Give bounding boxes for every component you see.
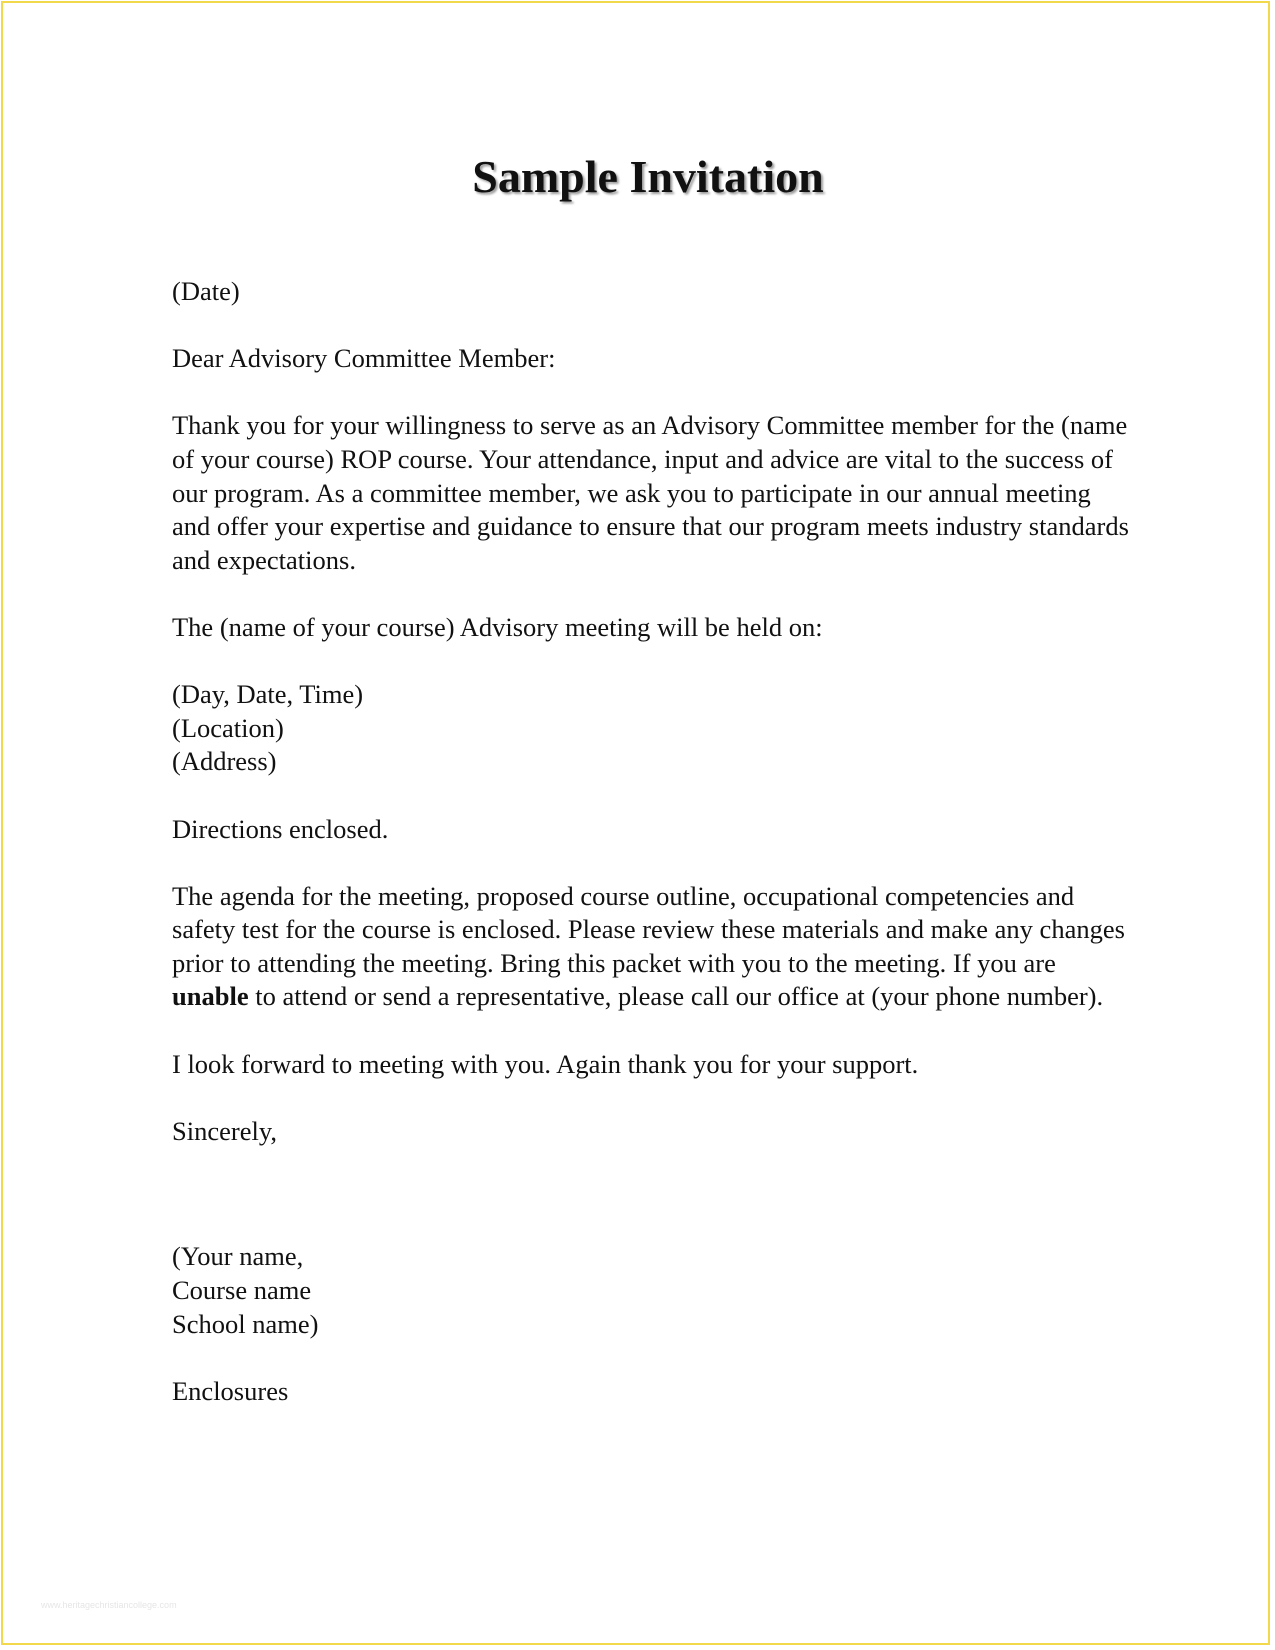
signature-name: (Your name, — [172, 1241, 304, 1272]
salutation: Dear Advisory Committee Member: — [172, 343, 556, 374]
paragraph-intro: Thank you for your willingness to serve as an Advisory Committee member for the (name of your course) ROP course. Your attendance, input and advice are vital to the success of our program. As a committee member, we ask you to participate in our annual meeting and offer your expertise and guidance to ensure that our program meets industry standards and expectations. — [172, 410, 1129, 575]
watermark: www.heritagechristiancollege.com — [41, 1600, 177, 1610]
date-line: (Date) — [172, 276, 240, 306]
meeting-day-date-time: (Day, Date, Time) — [172, 679, 364, 710]
meeting-details — [172, 678, 1132, 779]
letter-body — [172, 275, 1132, 1408]
paragraph-agenda-bold-word: unable — [172, 981, 249, 1012]
meeting-address: (Address) — [172, 746, 277, 777]
paragraph-agenda — [172, 880, 1132, 1014]
meeting-location: (Location) — [172, 712, 284, 743]
paragraph-meeting-intro: The (name of your course) Advisory meeting will be held on: — [172, 611, 823, 642]
directions-line: Directions enclosed. — [172, 813, 389, 844]
paragraph-agenda-part-2: to attend or send a representative, please call our office at (your phone number). — [248, 981, 1104, 1012]
signature-space — [172, 1148, 1132, 1240]
signature-block — [172, 1240, 1132, 1341]
signature-school: School name) — [172, 1308, 319, 1339]
closing-line: I look forward to meeting with you. Again thank you for your support. — [172, 1048, 919, 1079]
page — [1, 1, 1270, 1645]
sign-off: Sincerely, — [172, 1115, 277, 1146]
signature-course: Course name — [172, 1275, 312, 1306]
paragraph-agenda-part-1: The agenda for the meeting, proposed course outline, occupational competencies and safety test for the course is enclosed. Please review these materials and make any changes prior to attending the meeting. Bring this packet with you to the meeting. If you are — [172, 880, 1125, 978]
document-title: Sample Invitation — [472, 151, 824, 202]
enclosures-line: Enclosures — [172, 1375, 289, 1406]
